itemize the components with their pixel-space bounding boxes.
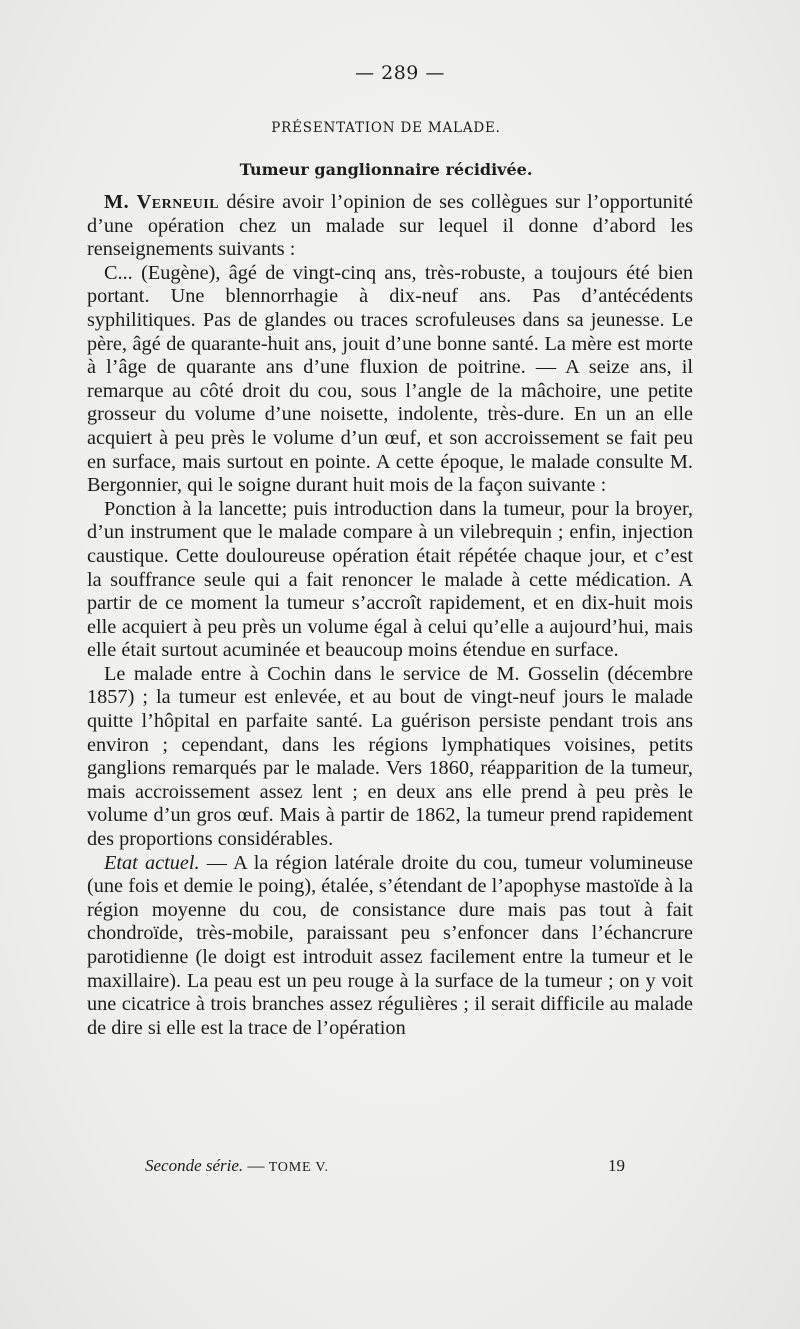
page-number: — 289 — <box>355 62 445 84</box>
body-text <box>87 191 693 1040</box>
paragraph-text: C... (Eugène), âgé de vingt-cinq ans, très-robuste, a toujours été bien portant. Une blennorrhagie à dix-neuf ans. Pas d’antécédents syphilitiques. Pas de glandes ou traces scrofuleuses dans sa jeunesse. Le père, âgé de quarante-huit ans, jouit d’une bonne santé. La mère est morte à l’âge de quarante ans d’une fluxion de poitrine. — A seize ans, il remarque au côté droit du cou, sous l’angle de la mâchoire, une petite grosseur du volume d’une noisette, indolente, très-dure. En un an elle acquiert à peu près le volume d’un œuf, et son accroissement se fait peu en surface, mais surtout en pointe. A cette époque, le malade consulte M. Bergonnier, qui le soigne durant huit mois de la façon suivante : <box>87 261 693 497</box>
signature-mark: 19 <box>608 1156 625 1175</box>
section-title: PRÉSENTATION DE MALADE. <box>271 120 501 136</box>
footer-series: Seconde série. <box>145 1156 244 1175</box>
footer-volume: TOME V. <box>268 1160 329 1175</box>
page-footer <box>145 1156 625 1176</box>
paragraph-4 <box>87 663 693 852</box>
paragraph-text: désire avoir l’opinion de ses collègues sur l’opportunité d’une opération chez un malade sur lequel il donne d’abord les renseignements suivants : <box>87 191 693 261</box>
paragraph-text: Ponction à la lancette; puis introduction dans la tumeur, pour la broyer, d’un instrument que le malade compare à un vilebrequin ; enfin, injection caustique. Cette douloureuse opération était répétée chaque jour, et c’est la souffrance seule qui a fait renoncer le malade à cette médication. A partir de ce moment la tumeur s’accroît rapidement, et en dix-huit mois elle acquiert à peu près un volume égal à celui qu’elle a aujourd’hui, mais elle était surtout acuminée et beaucoup moins étendue en surface. <box>87 497 693 662</box>
paragraph-text: — A la région latérale droite du cou, tumeur volumineuse (une fois et demie le poing), étalée, s’étendant de l’apophyse mastoïde à la région moyenne du cou, de consistance dure mais pas tout à fait chondroïde, très-mobile, paraissant peu s’enfoncer dans l’échancrure parotidienne (le doigt est introduit assez facilement entre la tumeur et le maxillaire). La peau est un peu rouge à la surface de la tumeur ; on y voit une cicatrice à trois branches assez régulières ; il serait difficile au malade de dire si elle est la trace de l’opération <box>87 851 693 1039</box>
speaker-name: M. Verneuil <box>104 191 220 213</box>
paragraph-text: Le malade entre à Cochin dans le service de M. Gosselin (décembre 1857) ; la tumeur est enlevée, et au bout de vingt-neuf jours le malade quitte l’hôpital en parfaite santé. La guérison persiste pendant trois ans environ ; cependant, dans les régions lymphatiques voisines, petits ganglions remarqués par le malade. Vers 1860, réapparition de la tumeur, mais accroissement assez lent ; en deux ans elle prend à peu près le volume d’un gros œuf. Mais à partir de 1862, la tumeur prend rapidement des proportions considérables. <box>87 662 693 851</box>
paragraph-5 <box>87 852 693 1041</box>
footer-separator: — <box>243 1156 269 1175</box>
paragraph-2 <box>87 262 693 498</box>
paragraph-3 <box>87 498 693 663</box>
paragraph-1 <box>87 191 693 262</box>
article-subtitle: Tumeur ganglionnaire récidivée. <box>239 160 533 179</box>
paragraph-lead: Etat actuel. <box>104 851 200 874</box>
